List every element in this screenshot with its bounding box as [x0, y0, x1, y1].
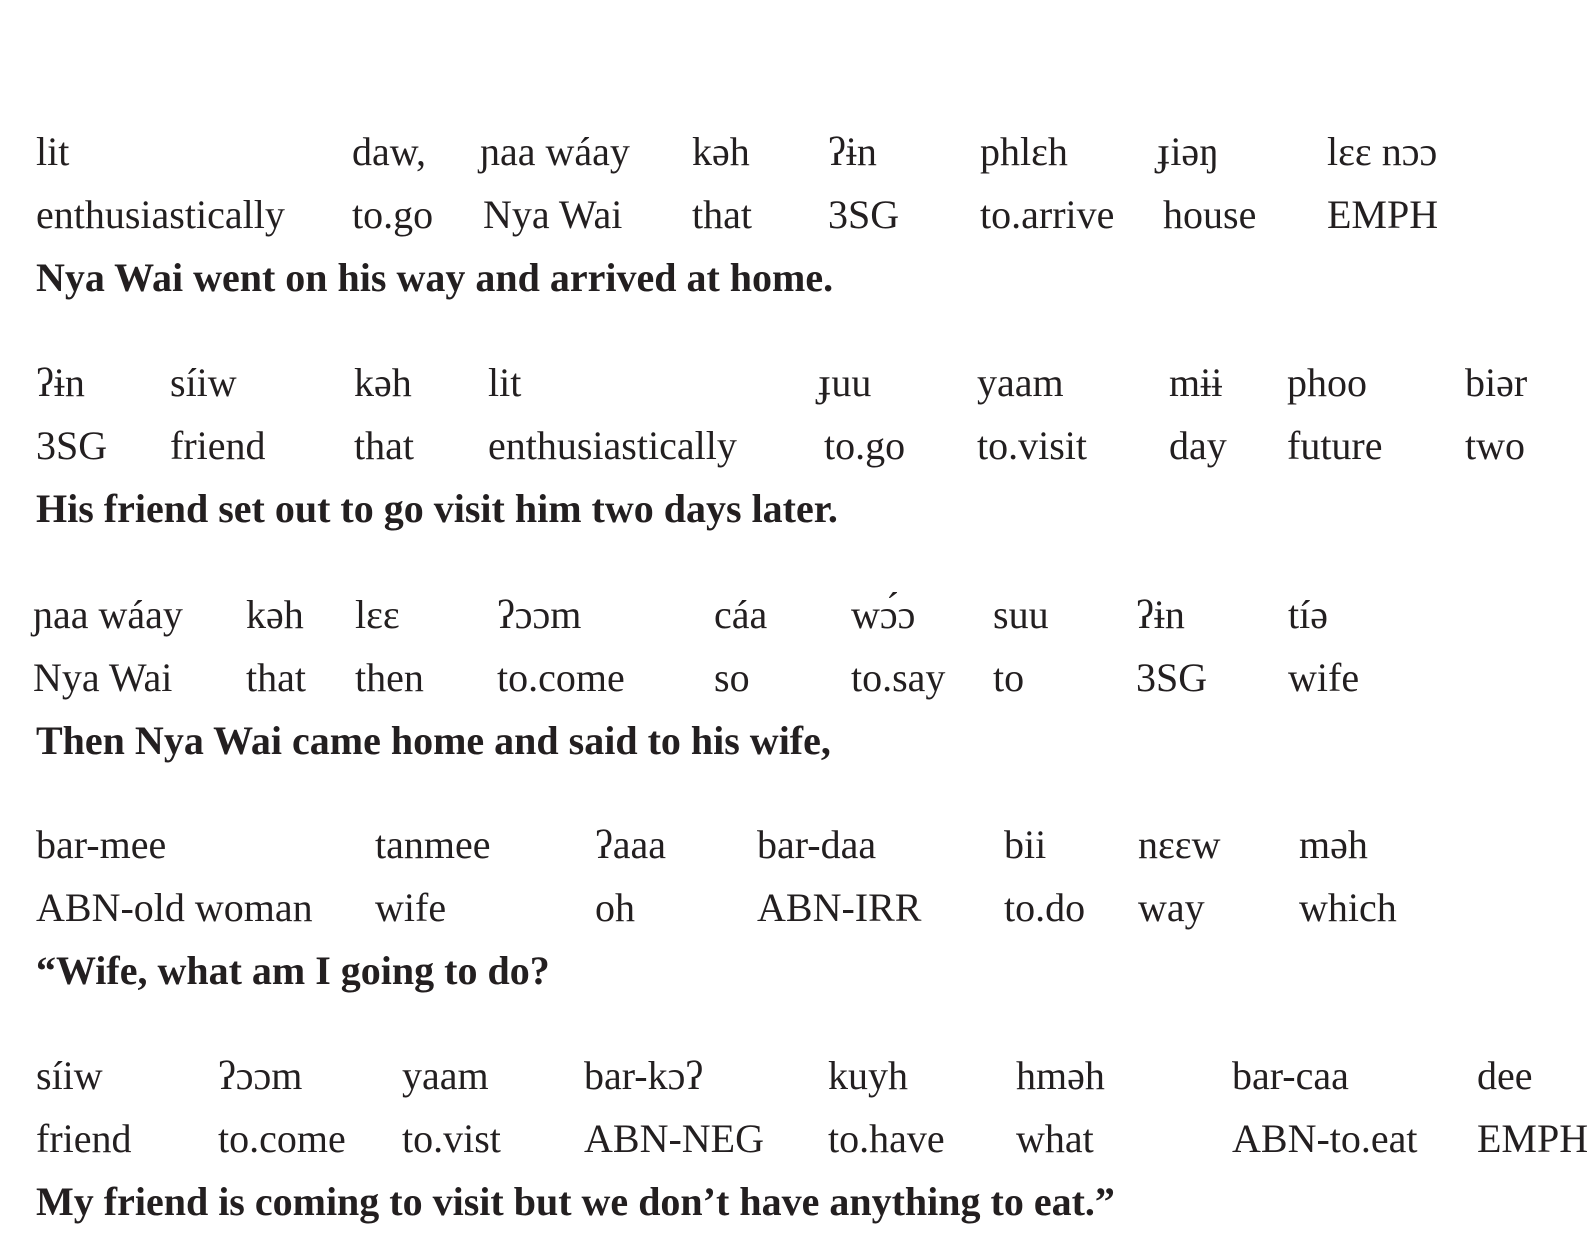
gloss-word: two [1465, 423, 1525, 468]
source-word: phoo [1287, 360, 1367, 405]
source-word: biər [1465, 360, 1528, 405]
free-translation: “Wife, what am I going to do? [36, 948, 550, 993]
source-word: ʔɨn [36, 360, 85, 405]
source-word: ʔɔɔm [218, 1053, 303, 1098]
gloss-line [0, 653, 1546, 703]
gloss-word: that [692, 192, 752, 237]
free-translation: His friend set out to go visit him two days later. [36, 486, 838, 531]
gloss-word: oh [595, 885, 635, 930]
source-word: tanmee [375, 822, 491, 867]
source-word: cáa [714, 592, 768, 637]
source-word: lɛɛ nɔɔ [1327, 129, 1438, 174]
source-word: suu [993, 592, 1049, 637]
gloss-example-2 [0, 358, 1546, 558]
gloss-word: enthusiastically [36, 192, 285, 237]
gloss-word: to.come [218, 1116, 346, 1161]
source-word: bar-caa [1232, 1053, 1349, 1098]
source-word: síiw [170, 360, 237, 405]
gloss-word: Nya Wai [483, 192, 623, 237]
source-word: daw, [352, 129, 427, 174]
source-line [0, 1051, 1546, 1101]
free-translation: Then Nya Wai came home and said to his wife, [36, 718, 831, 763]
gloss-word: that [354, 423, 414, 468]
source-word: kuyh [828, 1053, 908, 1098]
free-translation: Nya Wai went on his way and arrived at home. [36, 255, 834, 300]
source-word: bar-kɔʔ [584, 1053, 704, 1098]
gloss-word: future [1287, 423, 1383, 468]
gloss-word: 3SG [1136, 655, 1208, 700]
source-word: ʔɔɔm [497, 592, 582, 637]
gloss-word: that [246, 655, 306, 700]
gloss-word: to.go [824, 423, 906, 468]
source-word: nɛɛw [1138, 822, 1221, 867]
gloss-word: wife [375, 885, 447, 930]
gloss-word: EMPH [1477, 1116, 1588, 1161]
source-word: dee [1477, 1053, 1533, 1098]
source-word: hməh [1016, 1053, 1105, 1098]
source-word: bar-daa [757, 822, 877, 867]
gloss-word: to.visit [977, 423, 1088, 468]
gloss-word: to.arrive [980, 192, 1115, 237]
gloss-word: 3SG [36, 423, 108, 468]
source-word: phlɛh [980, 129, 1068, 174]
gloss-word: wife [1288, 655, 1360, 700]
gloss-word: what [1016, 1116, 1094, 1161]
source-word: yaam [402, 1053, 489, 1098]
gloss-word: 3SG [828, 192, 900, 237]
gloss-word: to.vist [402, 1116, 501, 1161]
gloss-line [0, 190, 1546, 240]
source-word: ʔaaa [595, 822, 667, 867]
source-word: bii [1004, 822, 1047, 867]
gloss-word: to.go [352, 192, 434, 237]
gloss-word: day [1169, 423, 1227, 468]
gloss-line [0, 421, 1546, 471]
source-word: ɲaa wáay [33, 592, 183, 637]
gloss-word: EMPH [1327, 192, 1439, 237]
gloss-example-3 [0, 590, 1546, 790]
gloss-word: ABN-NEG [584, 1116, 764, 1161]
gloss-word: to.have [828, 1116, 945, 1161]
gloss-word: then [355, 655, 424, 700]
gloss-word: ABN-old woman [36, 885, 313, 930]
source-word: lit [36, 129, 70, 174]
source-line [0, 358, 1546, 408]
gloss-word: which [1299, 885, 1397, 930]
gloss-word: ABN-to.eat [1232, 1116, 1418, 1161]
gloss-word: so [714, 655, 750, 700]
gloss-line [0, 1114, 1588, 1164]
source-word: mɨɨ [1169, 360, 1223, 405]
source-line [0, 590, 1546, 640]
source-word: wɔ́ɔ [851, 592, 916, 637]
source-word: kəh [692, 129, 750, 174]
source-word: síiw [36, 1053, 103, 1098]
gloss-line [0, 883, 1546, 933]
source-word: tíə [1288, 592, 1328, 637]
source-word: lit [488, 360, 522, 405]
gloss-word: enthusiastically [488, 423, 737, 468]
gloss-word: house [1163, 192, 1257, 237]
source-word: bar-mee [36, 822, 167, 867]
source-word: məh [1299, 822, 1368, 867]
source-word: ʔɨn [828, 129, 877, 174]
source-word: ɟiəŋ [1157, 129, 1219, 174]
gloss-word: friend [170, 423, 266, 468]
source-word: yaam [977, 360, 1064, 405]
source-word: ɟuu [818, 360, 872, 405]
source-word: ɲaa wáay [480, 129, 630, 174]
gloss-word: friend [36, 1116, 132, 1161]
gloss-word: ABN-IRR [757, 885, 922, 930]
gloss-example-5 [0, 1051, 1588, 1251]
source-line [0, 127, 1546, 177]
gloss-word: way [1138, 885, 1205, 930]
source-line [0, 820, 1546, 870]
source-word: kəh [354, 360, 412, 405]
gloss-word: to.say [851, 655, 946, 700]
source-word: lɛɛ [355, 592, 400, 637]
free-translation: My friend is coming to visit but we don’t have anything to eat.” [36, 1179, 1115, 1224]
gloss-example-1 [0, 127, 1546, 327]
source-word: kəh [246, 592, 304, 637]
gloss-word: to [993, 655, 1025, 700]
gloss-word: Nya Wai [33, 655, 173, 700]
gloss-word: to.come [497, 655, 625, 700]
gloss-word: to.do [1004, 885, 1086, 930]
gloss-example-4 [0, 820, 1546, 1020]
source-word: ʔɨn [1136, 592, 1185, 637]
